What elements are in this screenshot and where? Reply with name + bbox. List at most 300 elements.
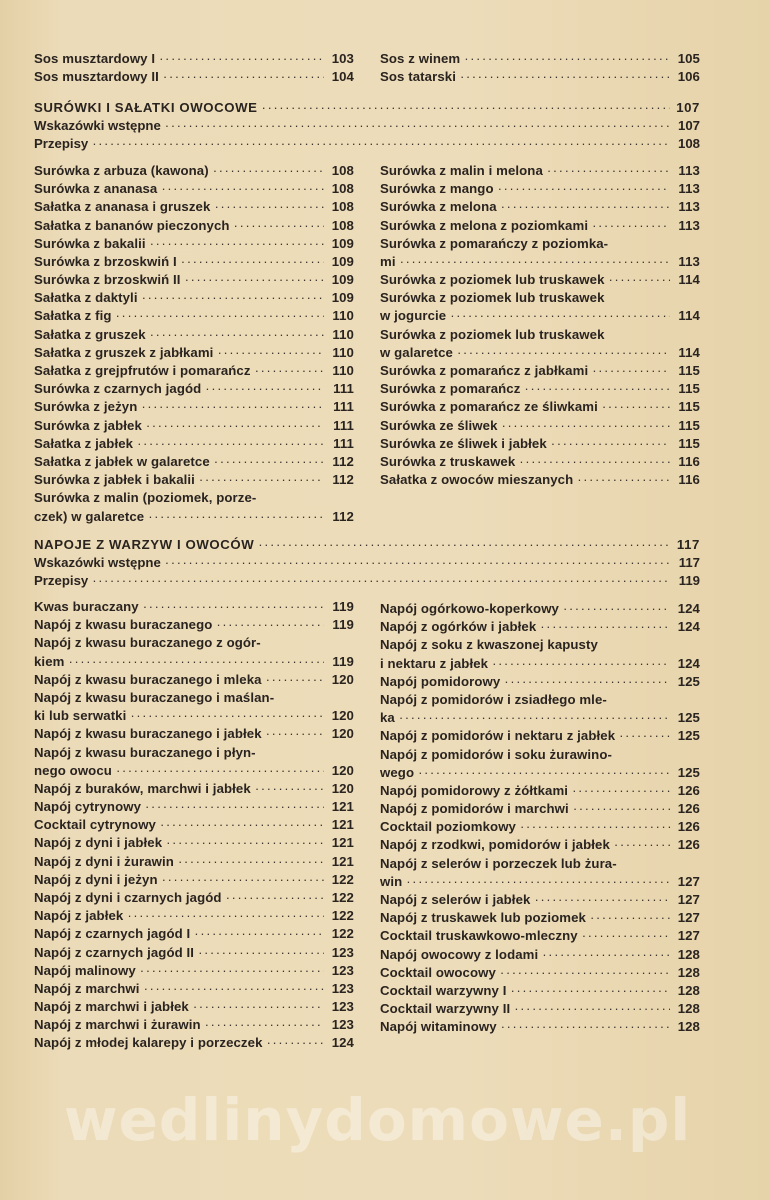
page-number: 127	[677, 928, 700, 944]
toc-entry	[380, 764, 700, 782]
entry-title: Cocktail warzywny I	[380, 982, 507, 998]
entry-title: Napój z truskawek lub poziomek	[380, 910, 586, 926]
page-number: 113	[678, 199, 700, 215]
toc-entry	[34, 653, 354, 671]
page-number: 112	[332, 453, 354, 469]
entry-title: Napój z marchwi	[34, 980, 140, 996]
page-number: 119	[332, 598, 354, 614]
entry-title: Surówka z malin i melona	[380, 162, 543, 178]
page-number: 111	[333, 435, 354, 451]
toc-entry	[34, 925, 354, 943]
toc-entry	[34, 616, 354, 634]
toc-surowki-left-column	[34, 162, 354, 526]
entry-title: Cocktail warzywny II	[380, 1001, 511, 1017]
page-number: 114	[678, 344, 700, 360]
toc-entry	[380, 50, 700, 68]
dot-leader	[148, 508, 324, 526]
dot-leader	[92, 572, 670, 590]
entry-title: Sałatka z jabłek	[34, 435, 134, 451]
entry-title: Napój ogórkowo-koperkowy	[380, 600, 559, 616]
dot-leader	[234, 217, 324, 235]
dot-leader	[266, 725, 324, 743]
toc-entry	[34, 308, 354, 326]
toc-entry	[34, 117, 700, 135]
dot-leader	[141, 398, 324, 416]
entry-title: mi	[380, 253, 396, 269]
toc-entry	[380, 198, 700, 216]
toc-entry	[34, 980, 354, 998]
toc-entry	[380, 946, 700, 964]
page-number: 111	[333, 381, 354, 397]
page-number: 126	[677, 837, 700, 853]
watermark-text: wedlinydomowe.pl	[64, 1086, 692, 1154]
entry-title: Napój z marchwi i jabłek	[34, 999, 189, 1015]
dot-leader	[406, 873, 670, 891]
entry-title: Kwas buraczany	[34, 598, 139, 614]
page-number: 109	[331, 253, 354, 269]
dot-leader	[540, 618, 670, 636]
dot-leader	[150, 235, 324, 253]
dot-leader	[577, 471, 670, 489]
entry-title: Cocktail truskawkowo-mleczny	[380, 928, 578, 944]
toc-entry	[380, 453, 700, 471]
dot-leader	[165, 554, 670, 572]
dot-leader	[137, 435, 324, 453]
entry-title-first-line: Napój z kwasu buraczanego i płyn-	[34, 744, 256, 760]
section-surowki-header	[34, 99, 700, 154]
dot-leader	[226, 889, 324, 907]
page-number: 124	[677, 655, 700, 671]
page-number: 124	[677, 600, 700, 616]
page-number: 108	[331, 217, 354, 233]
entry-title: ka	[380, 710, 395, 726]
entry-title-first-line: Napój z pomidorów i soku żurawino-	[380, 746, 612, 762]
entry-title: Surówka z truskawek	[380, 453, 516, 469]
page-number: 122	[331, 871, 354, 887]
page-number: 113	[678, 217, 700, 233]
toc-entry	[34, 798, 354, 816]
page-number: 120	[331, 762, 354, 778]
entry-title: win	[380, 873, 403, 889]
page-number: 127	[677, 910, 700, 926]
dot-leader	[542, 946, 670, 964]
dot-leader	[205, 380, 324, 398]
toc-entry	[34, 508, 354, 526]
page-number: 115	[678, 435, 700, 451]
page-number: 128	[677, 946, 700, 962]
dot-leader	[146, 417, 324, 435]
toc-entry	[34, 99, 700, 117]
toc-napoje-left-column	[34, 598, 354, 1053]
page-number: 115	[678, 363, 700, 379]
toc-entry	[34, 217, 354, 235]
entry-title: Przepisy	[34, 573, 89, 589]
page-number: 111	[333, 399, 354, 415]
dot-leader	[534, 891, 670, 909]
entry-title: Napój z kwasu buraczanego i mleka	[34, 671, 262, 687]
dot-leader	[127, 907, 324, 925]
toc-entry	[34, 554, 700, 572]
toc-entry	[34, 780, 354, 798]
page-number: 123	[331, 962, 354, 978]
dot-leader	[160, 816, 324, 834]
page-number: 110	[332, 308, 354, 324]
toc-entry	[34, 572, 700, 590]
dot-leader	[116, 762, 324, 780]
dot-leader	[450, 307, 670, 325]
toc-entry	[34, 871, 354, 889]
toc-entry	[380, 162, 700, 180]
page-number: 107	[676, 99, 700, 115]
toc-entry	[34, 725, 354, 743]
page-number: 128	[677, 1001, 700, 1017]
page-number: 128	[677, 1019, 700, 1035]
page-number: 121	[331, 835, 354, 851]
page-number: 124	[677, 619, 700, 635]
page-number: 122	[331, 926, 354, 942]
dot-leader	[92, 135, 670, 153]
entry-title: Sałatka z grejpfrutów i pomarańcz	[34, 363, 251, 379]
dot-leader	[614, 836, 670, 854]
page-number: 114	[678, 272, 700, 288]
entry-title: w galaretce	[380, 344, 453, 360]
section-napoje-header	[34, 536, 700, 591]
toc-entry	[34, 962, 354, 980]
page-number: 126	[677, 801, 700, 817]
dot-leader	[267, 1034, 325, 1052]
page-number: 124	[331, 1035, 354, 1051]
entry-title: Surówka z melona z poziomkami	[380, 217, 589, 233]
page-number: 117	[678, 555, 700, 571]
toc-entry	[34, 536, 700, 554]
entry-title: Surówka z pomarańcz ze śliwkami	[380, 399, 598, 415]
entry-title-first-line: Napój z kwasu buraczanego i maślan-	[34, 689, 275, 705]
dot-leader	[572, 782, 670, 800]
page-number: 127	[677, 873, 700, 889]
page-number: 115	[678, 399, 700, 415]
toc-entry	[380, 344, 700, 362]
dot-leader	[418, 764, 670, 782]
entry-title-first-line: Surówka z pomarańczy z poziomka-	[380, 235, 609, 251]
toc-entry	[34, 453, 354, 471]
dot-leader	[68, 653, 324, 671]
dot-leader	[150, 326, 324, 344]
dot-leader	[161, 180, 324, 198]
toc-entry	[34, 362, 354, 380]
toc-entry	[380, 380, 700, 398]
dot-leader	[524, 380, 670, 398]
dot-leader	[255, 780, 324, 798]
entry-title: Napój z jabłek	[34, 908, 124, 924]
entry-title: Napój z marchwi i żurawin	[34, 1017, 201, 1033]
dot-leader	[194, 925, 324, 943]
entry-title: Sos z winem	[380, 50, 461, 66]
toc-top-left-column	[34, 50, 354, 86]
page-number: 109	[331, 290, 354, 306]
dot-leader	[205, 1016, 324, 1034]
toc-entry	[34, 707, 354, 725]
dot-leader	[519, 453, 670, 471]
entry-title: Surówka z ananasa	[34, 181, 158, 197]
dot-leader	[520, 818, 670, 836]
dot-leader	[255, 362, 324, 380]
entry-title: Surówka z brzoskwiń II	[34, 272, 181, 288]
entry-title: Surówka z bakalii	[34, 235, 146, 251]
toc-entry	[34, 1016, 354, 1034]
entry-title: Napój z młodej kalarepy i porzeczek	[34, 1035, 263, 1051]
toc-entry	[380, 471, 700, 489]
toc-entry	[380, 1000, 700, 1018]
dot-leader	[501, 198, 670, 216]
entry-title-first-line: Surówka z malin (poziomek, porze-	[34, 490, 257, 506]
entry-title-first-line: Surówka z poziomek lub truskawek	[380, 290, 605, 306]
toc-entry	[380, 927, 700, 945]
dot-leader	[178, 853, 324, 871]
page-number: 113	[678, 253, 700, 269]
entry-title: Napój z czarnych jagód II	[34, 944, 195, 960]
entry-title: Napój z dyni i czarnych jagód	[34, 889, 222, 905]
page-number: 115	[678, 381, 700, 397]
dot-leader	[165, 117, 670, 135]
entry-title: Przepisy	[34, 136, 89, 152]
page-number: 108	[677, 136, 700, 152]
page-number: 125	[677, 710, 700, 726]
dot-leader	[551, 435, 670, 453]
entry-title: Surówka z brzoskwiń I	[34, 253, 177, 269]
toc-entry	[34, 834, 354, 852]
entry-title-first-line: Napój z selerów i porzeczek lub żura-	[380, 855, 617, 871]
dot-leader	[262, 99, 670, 117]
dot-leader	[199, 471, 324, 489]
page-number: 114	[678, 308, 700, 324]
entry-title: czek) w galaretce	[34, 508, 145, 524]
toc-entry	[34, 762, 354, 780]
toc-entry	[34, 344, 354, 362]
toc-entry	[380, 800, 700, 818]
toc-entry	[380, 180, 700, 198]
page-number: 120	[331, 708, 354, 724]
toc-entry	[34, 907, 354, 925]
entry-title: Napój z dyni i żurawin	[34, 853, 174, 869]
page-number: 109	[331, 235, 354, 251]
dot-leader	[500, 964, 670, 982]
entry-title: ki lub serwatki	[34, 708, 127, 724]
entry-title: wego	[380, 764, 415, 780]
toc-entry	[380, 308, 700, 326]
entry-title: Sałatka z ananasa i gruszek	[34, 199, 211, 215]
page-number: 105	[677, 50, 700, 66]
entry-title: Sos musztardowy II	[34, 69, 159, 85]
entry-title-first-line: Napój z pomidorów i zsiadłego mle-	[380, 691, 607, 707]
entry-title: Napój z rzodkwi, pomidorów i jabłek	[380, 837, 610, 853]
toc-entry	[380, 891, 700, 909]
dot-leader	[181, 253, 324, 271]
page-number: 108	[331, 181, 354, 197]
toc-entry	[34, 198, 354, 216]
toc-entry	[380, 435, 700, 453]
dot-leader	[213, 162, 324, 180]
toc-entry	[34, 889, 354, 907]
entry-title: Napój z ogórków i jabłek	[380, 619, 537, 635]
toc-top-right-column	[380, 50, 700, 86]
entry-title: Surówka z jabłek i bakalii	[34, 472, 195, 488]
page-number: 125	[677, 728, 700, 744]
page-number: 115	[678, 417, 700, 433]
dot-leader	[573, 800, 670, 818]
entry-title: Sałatka z daktyli	[34, 290, 138, 306]
toc-entry	[34, 50, 354, 68]
entry-title: Napój z kwasu buraczanego i jabłek	[34, 726, 262, 742]
entry-title: Surówka ze śliwek	[380, 417, 498, 433]
page-number: 121	[331, 799, 354, 815]
entry-title-first-line: Napój z kwasu buraczanego z ogór-	[34, 635, 261, 651]
dot-leader	[399, 709, 670, 727]
toc-entry	[34, 68, 354, 86]
toc-entry	[34, 853, 354, 871]
toc-entry	[34, 998, 354, 1016]
entry-title-first-line: Napój z soku z kwaszonej kapusty	[380, 637, 598, 653]
dot-leader	[502, 417, 670, 435]
dot-leader	[582, 927, 670, 945]
toc-entry	[34, 271, 354, 289]
toc-entry	[380, 362, 700, 380]
toc-entry	[380, 782, 700, 800]
page-number: 122	[331, 889, 354, 905]
page-number: 110	[332, 363, 354, 379]
entry-title: Cocktail poziomkowy	[380, 819, 516, 835]
dot-leader	[460, 68, 670, 86]
page-number: 125	[677, 764, 700, 780]
dot-leader	[590, 909, 670, 927]
entry-title: Napój z buraków, marchwi i jabłek	[34, 780, 251, 796]
dot-leader	[144, 980, 324, 998]
page-number: 116	[678, 472, 700, 488]
page-number: 103	[331, 50, 354, 66]
page-number: 119	[332, 617, 354, 633]
entry-title: Surówka z arbuza (kawona)	[34, 162, 209, 178]
entry-title: Surówka z mango	[380, 181, 494, 197]
page-number: 119	[678, 573, 700, 589]
entry-title: Surówka z pomarańcz	[380, 381, 521, 397]
entry-title: Wskazówki wstępne	[34, 555, 161, 571]
toc-entry	[34, 471, 354, 489]
toc-entry	[380, 217, 700, 235]
entry-title: Sos musztardowy I	[34, 50, 156, 66]
entry-title: NAPOJE Z WARZYW I OWOCÓW	[34, 536, 255, 552]
entry-title: Surówka z jeżyn	[34, 399, 138, 415]
page-number: 117	[676, 536, 700, 552]
entry-title: Surówka z pomarańcz z jabłkami	[380, 363, 589, 379]
page-number: 109	[331, 272, 354, 288]
dot-leader	[504, 673, 670, 691]
entry-title: SURÓWKI I SAŁATKI OWOCOWE	[34, 99, 258, 115]
page-number: 120	[331, 726, 354, 742]
toc-entry	[34, 1035, 354, 1053]
page-number: 112	[332, 508, 354, 524]
dot-leader	[166, 834, 324, 852]
page-number: 120	[331, 780, 354, 796]
toc-entry	[34, 135, 700, 153]
page-number: 110	[332, 326, 354, 342]
entry-title: Surówka z jabłek	[34, 417, 142, 433]
entry-title: Napój z kwasu buraczanego	[34, 617, 213, 633]
page-number: 108	[331, 162, 354, 178]
dot-leader	[214, 198, 324, 216]
toc-entry	[380, 964, 700, 982]
page-number: 116	[678, 453, 700, 469]
entry-title: i nektaru z jabłek	[380, 655, 489, 671]
dot-leader	[400, 253, 670, 271]
entry-title: Sos tatarski	[380, 69, 456, 85]
page-number: 126	[677, 782, 700, 798]
page-number: 112	[332, 472, 354, 488]
dot-leader	[159, 50, 324, 68]
toc-entry	[380, 818, 700, 836]
toc-entry	[34, 180, 354, 198]
dot-leader	[266, 671, 324, 689]
toc-entry	[34, 398, 354, 416]
dot-leader	[547, 162, 670, 180]
dot-leader	[563, 600, 670, 618]
entry-title: Napój pomidorowy	[380, 673, 501, 689]
dot-leader	[130, 707, 324, 725]
dot-leader	[457, 344, 670, 362]
toc-entry	[380, 68, 700, 86]
entry-title: Napój z czarnych jagód I	[34, 926, 191, 942]
entry-title: Napój z pomidorów i marchwi	[380, 801, 569, 817]
page-number: 110	[332, 344, 354, 360]
dot-leader	[511, 982, 671, 1000]
toc-entry	[34, 162, 354, 180]
toc-entry	[380, 655, 700, 673]
entry-title: Sałatka z bananów pieczonych	[34, 217, 230, 233]
toc-entry	[380, 909, 700, 927]
entry-title: Napój owocowy z lodami	[380, 946, 539, 962]
page-number: 126	[677, 819, 700, 835]
toc-entry	[380, 836, 700, 854]
toc-entry	[380, 398, 700, 416]
entry-title: Cocktail cytrynowy	[34, 817, 156, 833]
page-number: 127	[677, 891, 700, 907]
entry-title: Napój z dyni i jeżyn	[34, 871, 158, 887]
toc-entry	[34, 417, 354, 435]
entry-title: Cocktail owocowy	[380, 964, 496, 980]
dot-leader	[193, 998, 324, 1016]
page-number: 128	[677, 964, 700, 980]
dot-leader	[492, 655, 670, 673]
page-number: 111	[333, 417, 354, 433]
dot-leader	[140, 962, 324, 980]
entry-title: Surówka z czarnych jagód	[34, 381, 202, 397]
entry-title-first-line: Surówka z poziomek lub truskawek	[380, 326, 605, 342]
page-number: 107	[677, 118, 700, 134]
page-number: 106	[677, 69, 700, 85]
entry-title: Surówka ze śliwek i jabłek	[380, 435, 547, 451]
toc-entry	[380, 253, 700, 271]
toc-entry	[34, 944, 354, 962]
page-number: 121	[331, 853, 354, 869]
toc-entry	[380, 873, 700, 891]
entry-title: Napój z selerów i jabłek	[380, 891, 531, 907]
entry-title: Napój cytrynowy	[34, 799, 142, 815]
page-number: 120	[331, 671, 354, 687]
toc-entry	[34, 235, 354, 253]
toc-entry	[34, 816, 354, 834]
toc-entry	[380, 271, 700, 289]
page-number: 122	[331, 908, 354, 924]
toc-entry	[380, 709, 700, 727]
toc-entry	[34, 289, 354, 307]
